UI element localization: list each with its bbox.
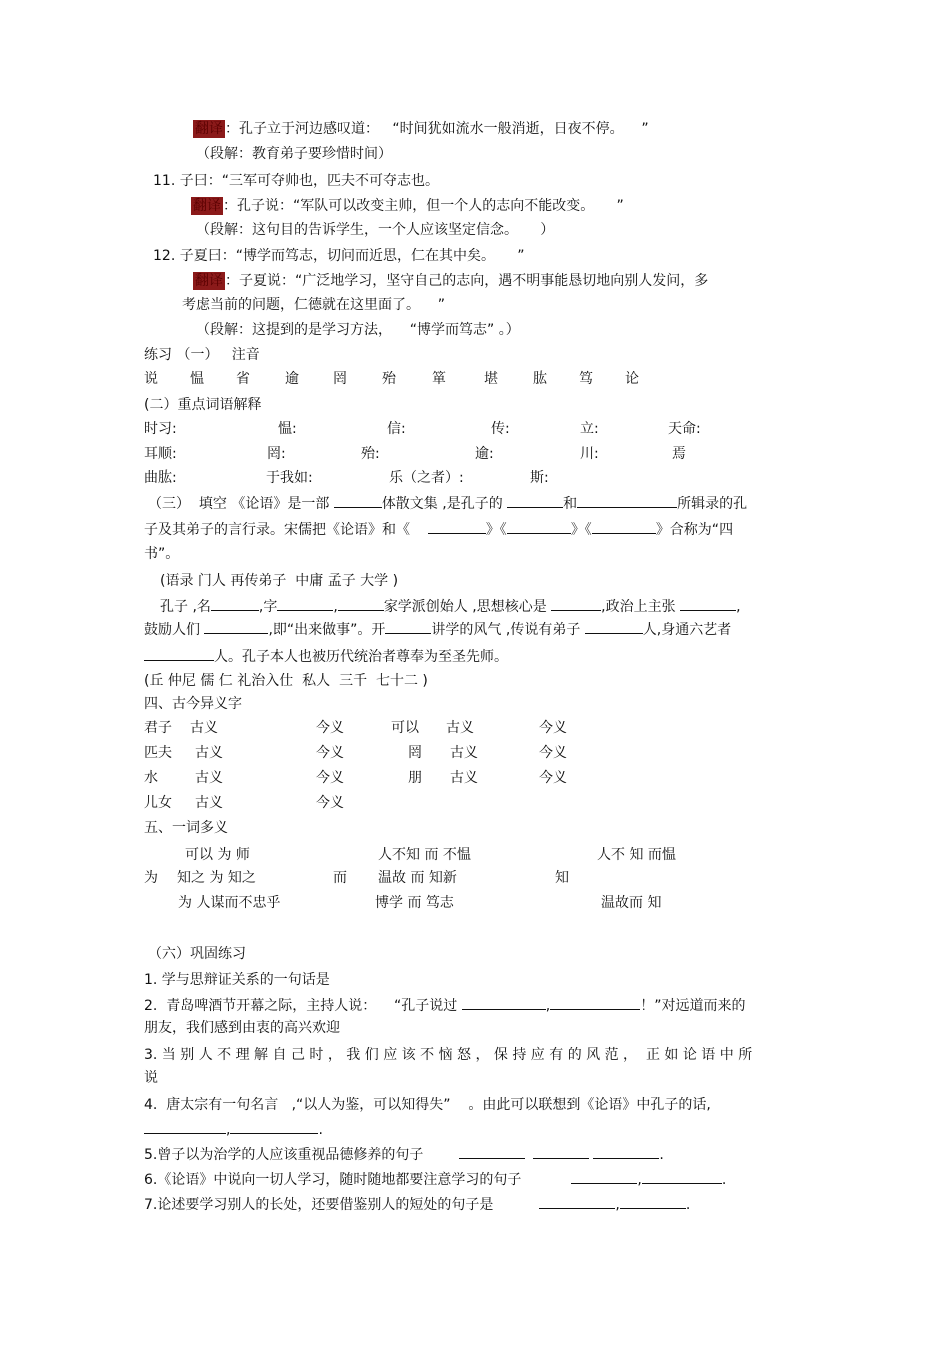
- ex2-term: 曲肱:: [144, 470, 177, 486]
- translation-tag: 翻译: [195, 121, 223, 137]
- ex2-term: 逾:: [475, 446, 494, 462]
- ex6-title: （六）巩固练习: [148, 946, 246, 962]
- text: 所辑录的孔: [677, 496, 748, 512]
- ex6-q7: [144, 1195, 690, 1214]
- ex5-title: 五、一词多义: [144, 820, 228, 836]
- ex5-wei-item: 知之 为 知之: [177, 870, 256, 886]
- s11-text: 11. 子曰：“三军可夺帅也，匹夫不可夺志也。: [153, 173, 439, 189]
- ex2-term: 耳顺:: [144, 446, 177, 462]
- text: 人,身通六艺者: [642, 622, 732, 638]
- ex4-word: 匹夫: [144, 745, 172, 761]
- text: 》合称为“四: [655, 522, 734, 538]
- ex6-q5: [144, 1145, 664, 1164]
- ex2-term: 于我如:: [266, 470, 313, 486]
- ex3-line6: [144, 647, 508, 666]
- text: ,政治上主张: [601, 599, 681, 615]
- ex2-term: 传:: [491, 421, 510, 437]
- ex4-word: 罔: [408, 745, 422, 761]
- ex4-word: 君子: [144, 720, 172, 736]
- blank[interactable]: [593, 1145, 659, 1159]
- blank[interactable]: [571, 1170, 637, 1184]
- ex4-jin: 今义: [316, 795, 344, 811]
- blank[interactable]: [338, 597, 384, 611]
- ex3-line4: [160, 597, 741, 616]
- s12-translation-cont: 考虑当前的问题，仁德就在这里面了。 ”: [182, 297, 446, 313]
- ex6-q1: 1. 学与思辩证关系的一句话是: [144, 972, 330, 988]
- ex6-q4: 4. 唐太宗有一句名言 ,“以人为鉴，可以知得失” 。由此可以联想到《论语》中孔子的话,: [144, 1097, 711, 1113]
- text: 人。孔子本人也被历代统治者尊奉为至圣先师。: [214, 649, 508, 665]
- s11-note: （段解：这句目的告诉学生，一个人应该坚定信念。 ）: [196, 222, 555, 238]
- translation-tag: 翻译: [193, 198, 221, 214]
- text: （三） 填空 《论语》是一部: [148, 496, 334, 512]
- s10-translation: [193, 120, 649, 138]
- ex4-jin: 今义: [316, 745, 344, 761]
- ex2-term: 焉: [672, 446, 686, 462]
- ex2-term: 立:: [580, 421, 599, 437]
- text: 体散文集 ,是孔子的: [381, 496, 508, 512]
- ex4-jin: 今义: [539, 720, 567, 736]
- blank[interactable]: [577, 494, 677, 508]
- s12-note: （段解：这提到的是学习方法， “博学而笃志” 。）: [196, 322, 520, 338]
- ex4-gu: 古义: [450, 770, 478, 786]
- ex3-line3: 书”。: [144, 546, 180, 562]
- blank[interactable]: [585, 620, 643, 634]
- text: .: [659, 1147, 664, 1163]
- ex6-q3-cont: 说: [144, 1070, 158, 1086]
- ex6-q2: [144, 996, 745, 1015]
- blank[interactable]: [592, 520, 656, 534]
- ex3-line2: [144, 520, 733, 539]
- ex2-term: 乐（之者）:: [389, 470, 464, 486]
- ex1-char: 笃: [579, 371, 593, 387]
- ex4-word: 朋: [408, 770, 422, 786]
- blank[interactable]: [533, 1145, 589, 1159]
- text: 》《: [485, 522, 507, 538]
- ex2-term: 川:: [580, 446, 599, 462]
- ex5-wei-item: 为 人谋而不忠乎: [178, 895, 281, 911]
- ex1-char: 逾: [285, 371, 299, 387]
- ex3-line5: [144, 620, 731, 639]
- text: 讲学的风气 ,传说有弟子: [431, 622, 585, 638]
- ex5-er-item: 博学 而 笃志: [375, 895, 454, 911]
- ex4-jin: 今义: [539, 745, 567, 761]
- ex1-char: 肱: [533, 371, 547, 387]
- ex4-word: 儿女: [144, 795, 172, 811]
- s11-translation: [191, 197, 624, 215]
- blank[interactable]: [642, 1170, 722, 1184]
- ex6-q2-cont: 朋友，我们感到由衷的高兴欢迎: [144, 1020, 340, 1036]
- text: ,: [226, 1122, 231, 1138]
- blank[interactable]: [462, 996, 546, 1010]
- ex4-gu: 古义: [450, 745, 478, 761]
- ex2-term: 斯:: [530, 470, 549, 486]
- ex5-zhi-item: 人不 知 而愠: [597, 847, 676, 863]
- ex1-char: 愠: [190, 371, 204, 387]
- text: ,: [615, 1197, 620, 1213]
- ex4-jin: 今义: [539, 770, 567, 786]
- ex4-title: 四、古今异义字: [144, 696, 242, 712]
- blank[interactable]: [551, 597, 601, 611]
- blank[interactable]: [144, 647, 214, 661]
- ex4-gu: 古义: [195, 770, 223, 786]
- blank[interactable]: [277, 597, 333, 611]
- ex3-hint2: (丘 仲尼 儒 仁 礼治入仕 私人 三千 七十二 ): [144, 673, 428, 689]
- s10-note: （段解：教育弟子要珍惜时间）: [196, 146, 392, 162]
- ex4-gu: 古义: [195, 745, 223, 761]
- blank[interactable]: [459, 1145, 525, 1159]
- ex4-jin: 今义: [316, 720, 344, 736]
- text: 鼓励人们: [144, 622, 205, 638]
- ex5-er-item: 温故 而 知新: [378, 870, 457, 886]
- ex6-q4-blanks: [144, 1120, 323, 1139]
- text: .: [721, 1172, 727, 1188]
- blank[interactable]: [428, 520, 486, 534]
- text: ,: [736, 599, 741, 615]
- ex2-title: (二）重点词语解释: [144, 397, 262, 413]
- ex4-word: 可以: [391, 720, 419, 736]
- blank[interactable]: [334, 494, 382, 508]
- ex4-gu: 古义: [190, 720, 218, 736]
- ex1-title: 练习 （一） 注音: [144, 347, 260, 363]
- ex6-q3: 3. 当 别 人 不 理 解 自 己 时 ， 我 们 应 该 不 恼 怒 ， 保 持 应 有 的 风 范 ， 正 如 论 语 中 所: [144, 1047, 753, 1063]
- text: ！”对远道而来的: [640, 998, 746, 1014]
- ex3-hint1: (语录 门人 再传弟子 中庸 孟子 大学 ): [160, 573, 399, 589]
- ex5-er: 而: [333, 870, 347, 886]
- ex1-char: 箪: [432, 371, 446, 387]
- s12-translation-text: ：子夏说：“广泛地学习，坚守自己的志向，遇不明事能恳切地向别人发问，多: [225, 273, 709, 289]
- ex4-gu: 古义: [446, 720, 474, 736]
- text: 》《: [570, 522, 592, 538]
- ex5-zhi: 知: [555, 870, 569, 886]
- text: 和: [563, 496, 578, 512]
- blank[interactable]: [211, 597, 259, 611]
- ex4-word: 水: [144, 770, 158, 786]
- blank[interactable]: [507, 520, 571, 534]
- blank[interactable]: [204, 620, 268, 634]
- text: ,即“出来做事”。开: [268, 622, 386, 638]
- text: .: [685, 1197, 691, 1213]
- blank[interactable]: [230, 1120, 318, 1134]
- blank[interactable]: [680, 597, 736, 611]
- ex2-term: 天命:: [668, 421, 701, 437]
- ex5-er-item: 人不知 而 不愠: [378, 847, 471, 863]
- blank[interactable]: [620, 1195, 686, 1209]
- s10-translation-text: ：孔子立于河边感叹道： “时间犹如流水一般消逝，日夜不停。 ”: [225, 121, 649, 137]
- text: 6.《论语》中说向一切人学习，随时随地都要注意学习的句子: [144, 1172, 522, 1188]
- text: ,: [637, 1172, 642, 1188]
- ex1-char: 论: [625, 371, 639, 387]
- ex1-char: 罔: [333, 371, 347, 387]
- text: .: [318, 1122, 323, 1138]
- ex2-term: 愠:: [278, 421, 297, 437]
- text: 7.论述要学习别人的长处，还要借鉴别人的短处的句子是: [144, 1197, 494, 1213]
- text: 5.曾子以为治学的人应该重视品德修养的句子: [144, 1147, 424, 1163]
- ex2-term: 罔:: [267, 446, 286, 462]
- blank[interactable]: [539, 1195, 615, 1209]
- ex1-char: 堪: [484, 371, 498, 387]
- ex1-char: 说: [144, 371, 158, 387]
- blank[interactable]: [507, 494, 563, 508]
- ex1-char: 殆: [382, 371, 396, 387]
- ex2-term: 殆:: [361, 446, 380, 462]
- text: 孔子 ,名: [160, 599, 211, 615]
- text: 2. 青岛啤酒节开幕之际，主持人说： “孔子说过: [144, 998, 462, 1014]
- text: ,: [545, 998, 551, 1014]
- ex5-zhi-item: 温故而 知: [601, 895, 662, 911]
- translation-tag: 翻译: [195, 273, 223, 289]
- s12-text: 12. 子夏曰：“博学而笃志，切问而近思，仁在其中矣。 ”: [153, 248, 525, 264]
- ex5-wei: 为: [144, 870, 158, 886]
- blank[interactable]: [550, 996, 640, 1010]
- ex4-gu: 古义: [195, 795, 223, 811]
- ex5-wei-item: 可以 为 师: [185, 847, 250, 863]
- ex1-char: 省: [236, 371, 250, 387]
- s11-translation-text: ：孔子说：“军队可以改变主帅，但一个人的志向不能改变。 ”: [223, 198, 624, 214]
- text: ,字: [258, 599, 278, 615]
- text: ,: [333, 599, 338, 615]
- ex2-term: 时习:: [144, 421, 177, 437]
- s12-translation: [193, 272, 708, 290]
- text: 家学派创始人 ,思想核心是: [383, 599, 552, 615]
- ex3-line1: [148, 494, 747, 513]
- ex2-term: 信:: [387, 421, 406, 437]
- blank[interactable]: [385, 620, 431, 634]
- ex6-q6: [144, 1170, 726, 1189]
- blank[interactable]: [144, 1120, 226, 1134]
- ex4-jin: 今义: [316, 770, 344, 786]
- text: 子及其弟子的言行录。宋儒把《论语》和《: [144, 522, 428, 538]
